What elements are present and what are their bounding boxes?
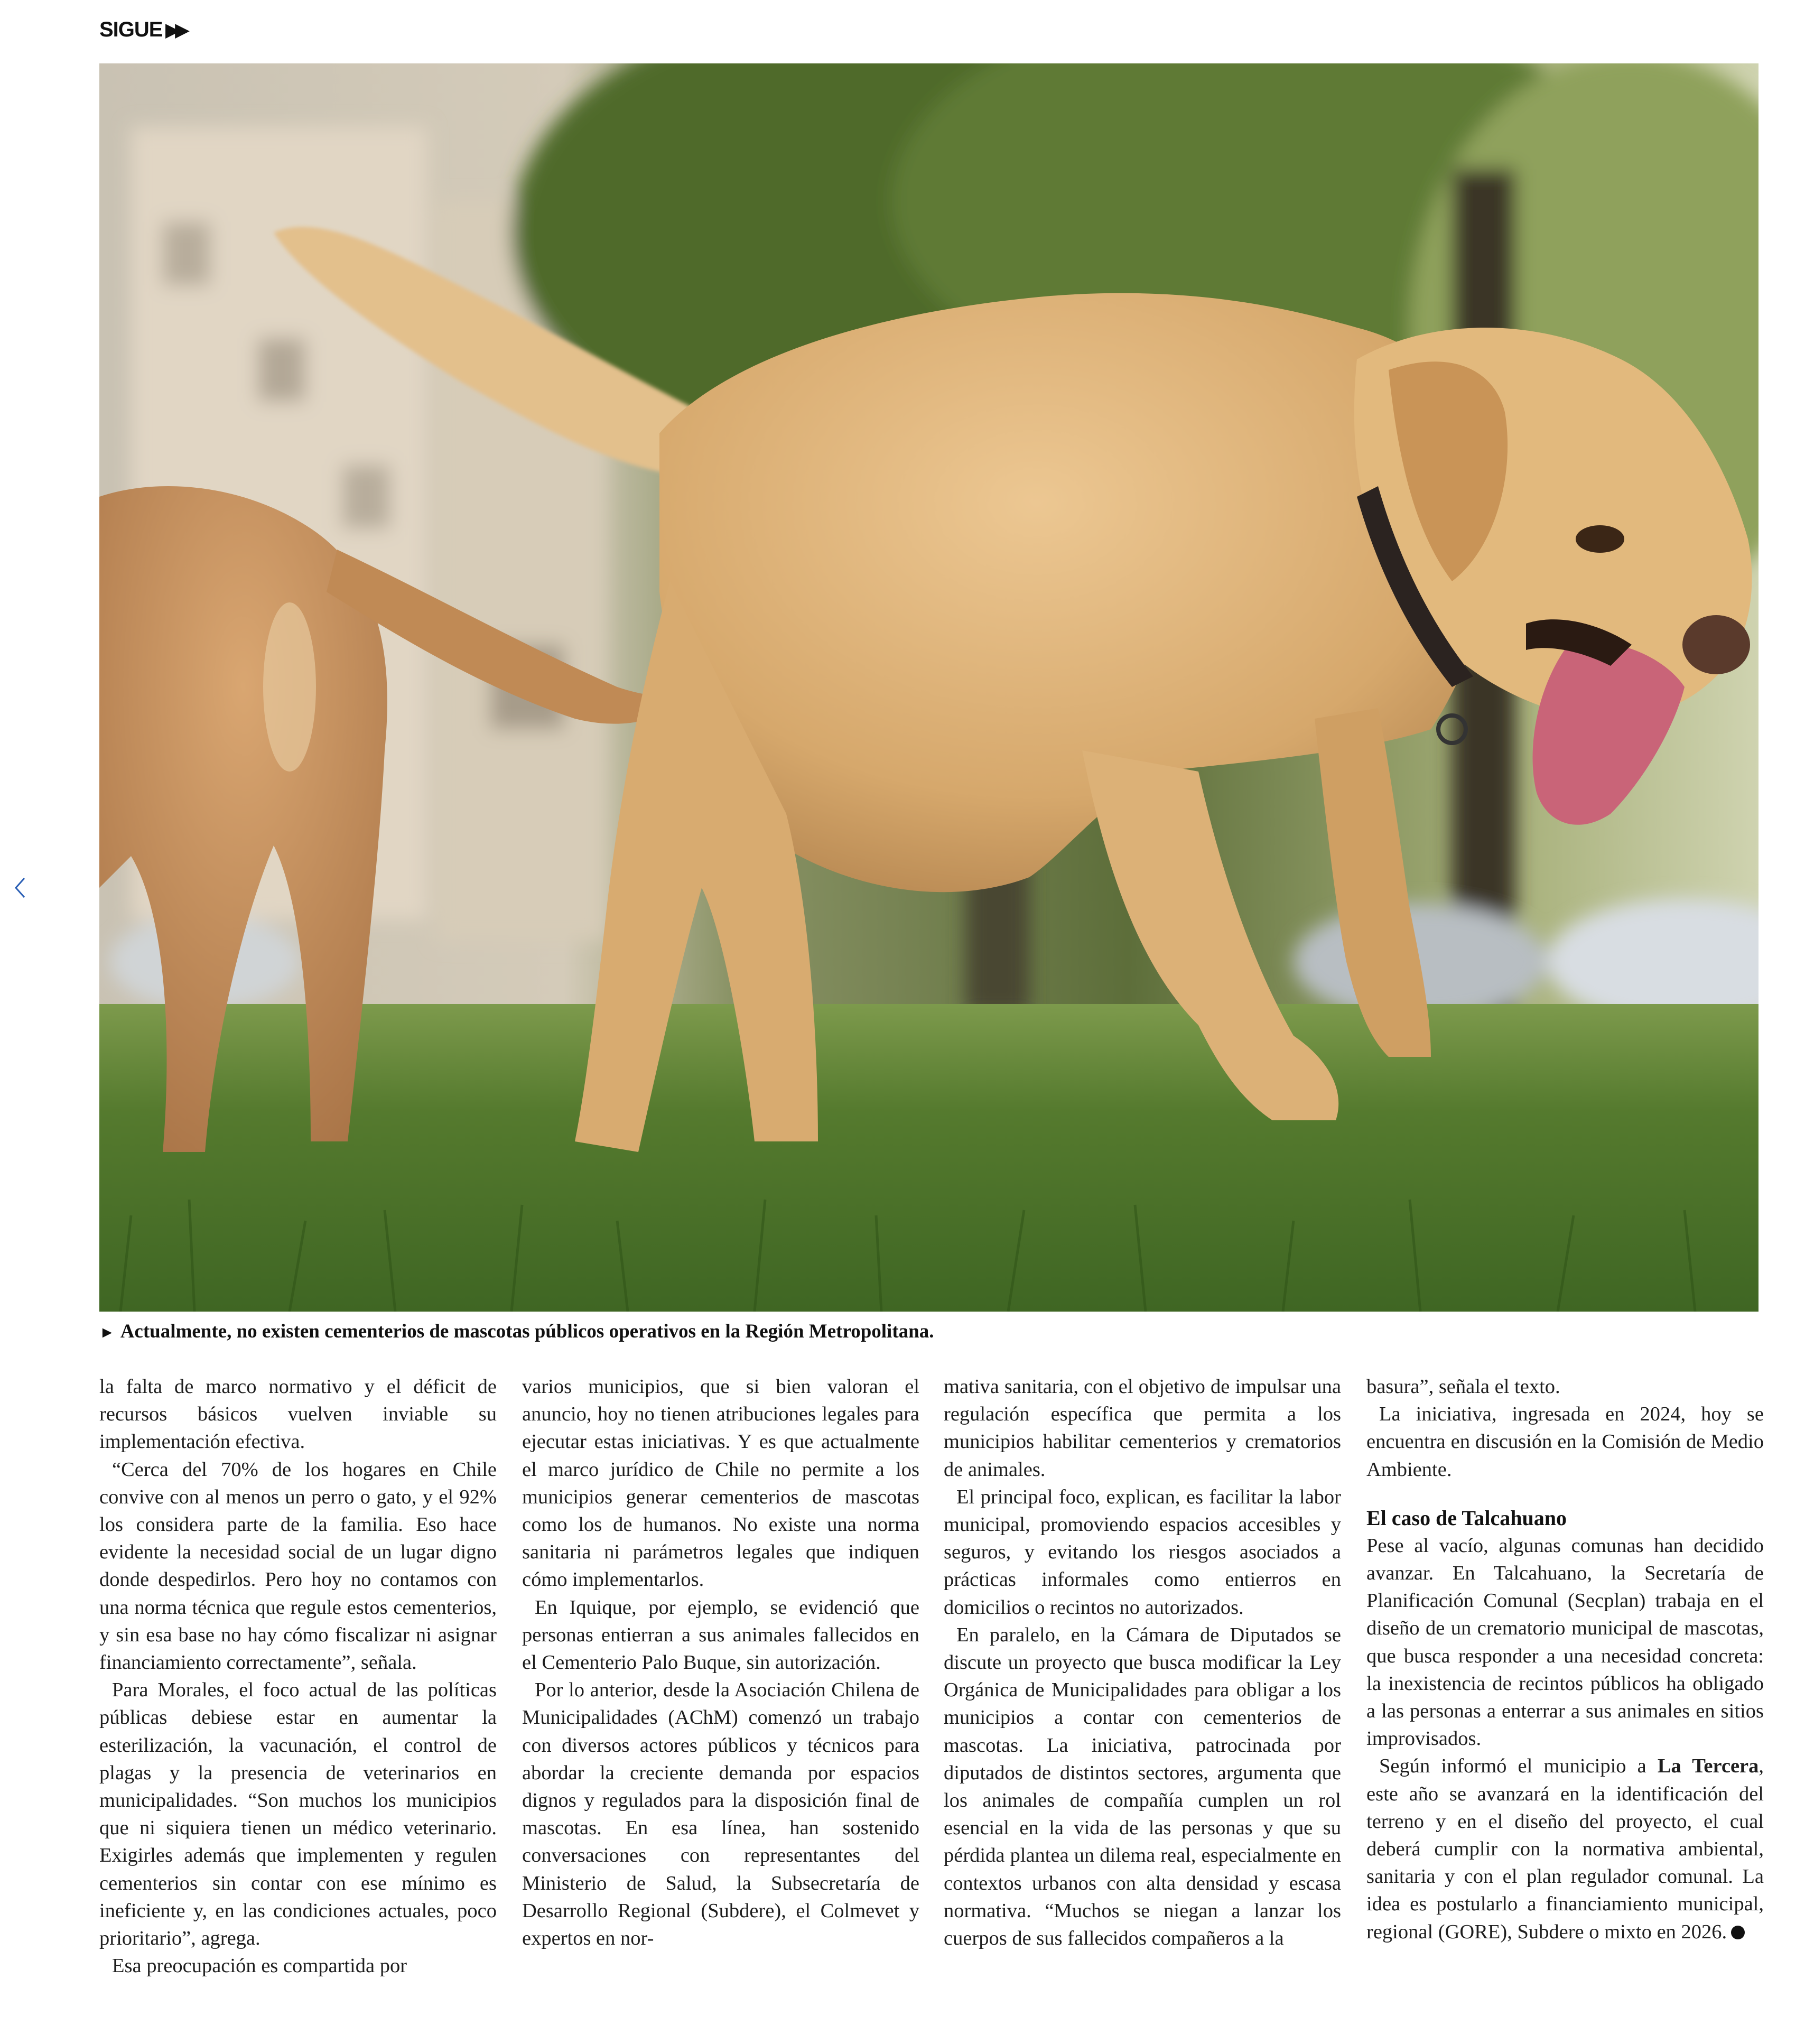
paragraph: Esa preocupación es compartida por bbox=[112, 1955, 407, 1977]
paragraph: La iniciativa, ingresada en 2024, hoy se encuentra en discusión en la Comisión de Medio Ambiente. bbox=[1366, 1403, 1764, 1481]
paragraph: Por lo anterior, desde la Asociación Chilena de Municipalidades (AChM) comenzó un trabajo con diversos actores públicos y técnicos para abordar la creciente demanda por espacios dignos y regulados para la disposición final de mascotas. En esa línea, han sostenido conversaciones con representantes del Ministerio de Salud, la Subsecretaría de Desarrollo Regional (Subdere), el Colmevet y expertos en nor- bbox=[522, 1679, 919, 1950]
article-column-2 bbox=[522, 1373, 919, 1952]
outlet-name: La Tercera bbox=[1657, 1755, 1759, 1778]
paragraph: En Iquique, por ejemplo, se evidenció que personas entierran a sus animales fallecidos en el Cementerio Palo Buque, sin autorización. bbox=[522, 1596, 919, 1674]
paragraph: mativa sanitaria, con el objetivo de impulsar una regulación específica que permita a los municipios habilitar cementerios y crematorios de animales. bbox=[944, 1376, 1341, 1481]
continue-arrows-icon: ▶▶ bbox=[165, 20, 185, 40]
caption-marker-icon: ► bbox=[99, 1324, 115, 1341]
paragraph: El principal foco, explican, es facilitar la labor municipal, promoviendo espacios accesibles y seguros, y evitando los riesgos asociados a prácticas informales como entierros en domicilios o recintos no autorizados. bbox=[944, 1485, 1341, 1619]
paragraph: Para Morales, el foco actual de las políticas públicas debiese estar en aumentar la esterilización, la vacunación, el control de plagas y la presencia de veterinarios en municipalidades. “Son muchos los municipios que ni siquiera tienen un médico veterinario. Exigirles además que implementen y regulen cementerios sin contar con ese mínimo es ineficiente y, en las condiciones actuales, poco prioritario”, agrega. bbox=[99, 1679, 497, 1950]
paragraph: Pese al vacío, algunas comunas han decidido avanzar. En Talcahuano, la Secretaría de Planificación Comunal (Secplan) trabaja en el diseño de un crematorio municipal de mascotas, que busca responder a una necesidad concreta: la inexistencia de recintos públicos ha obligado a las personas a enterrar a sus animales en sitios improvisados. bbox=[1366, 1534, 1764, 1750]
dogs-in-park-image bbox=[99, 63, 1759, 1312]
section-subheading: El caso de Talcahuano bbox=[1366, 1506, 1567, 1530]
continue-marker bbox=[99, 18, 185, 42]
photo-caption bbox=[99, 1320, 934, 1343]
article-column-4 bbox=[1366, 1373, 1764, 1946]
article-column-1 bbox=[99, 1373, 497, 1980]
article-column-3 bbox=[944, 1373, 1341, 1952]
paragraph: la falta de marco normativo y el déficit de recursos básicos vuelven inviable su implementación efectiva. bbox=[99, 1376, 497, 1453]
continue-label: SIGUE bbox=[99, 18, 163, 41]
end-of-article-icon bbox=[1731, 1926, 1745, 1939]
paragraph bbox=[1366, 1752, 1764, 1945]
chevron-left-icon bbox=[14, 877, 26, 898]
paragraph: varios municipios, que si bien valoran el anuncio, hoy no tienen atribuciones legales para ejecutar estas iniciativas. Y es que actualmente el marco jurídico de Chile no permite a los municipios generar cementerios de mascotas como los de humanos. No existe una norma sanitaria ni parámetros legales que indiquen cómo implementarlos. bbox=[522, 1376, 919, 1591]
paragraph-text: , este año se avanzará en la identificación del terreno y en el diseño del proyecto, el cual deberá cumplir con la normativa ambiental, sanitaria y con el plan regulador comunal. La idea es postularlo a financiamiento municipal, regional (GORE), Subdere o mixto en 2026. bbox=[1366, 1755, 1764, 1943]
previous-page-button[interactable] bbox=[10, 871, 31, 905]
paragraph: En paralelo, en la Cámara de Diputados se discute un proyecto que busca modificar la Ley Orgánica de Municipalidades para obligar a los municipios a contar con cementerios de mascotas. La iniciativa, patrocinada por diputados de distintos sectores, argumenta que los animales de compañía cumplen un rol esencial en la vida de las personas y que su pérdida plantea un dilema real, especialmente en contextos urbanos con alta densidad y escasa normativa. “Muchos se niegan a lanzar los cuerpos de sus fallecidos compañeros a la bbox=[944, 1623, 1341, 1950]
paragraph: basura”, señala el texto. bbox=[1366, 1376, 1560, 1398]
paragraph-text: Según informó el municipio a bbox=[1379, 1755, 1658, 1778]
article-photo bbox=[99, 63, 1759, 1312]
paragraph: “Cerca del 70% de los hogares en Chile convive con al menos un perro o gato, y el 92% los considera parte de la familia. Eso hace evidente la necesidad social de un lugar digno donde despedirlos. Pero hoy no contamos con una norma técnica que regule estos cementerios, y sin esa base no hay cómo fiscalizar ni asignar financiamiento correctamente”, señala. bbox=[99, 1458, 497, 1674]
photo-caption-text: Actualmente, no existen cementerios de mascotas públicos operativos en la Región Metropolitana. bbox=[120, 1321, 934, 1342]
